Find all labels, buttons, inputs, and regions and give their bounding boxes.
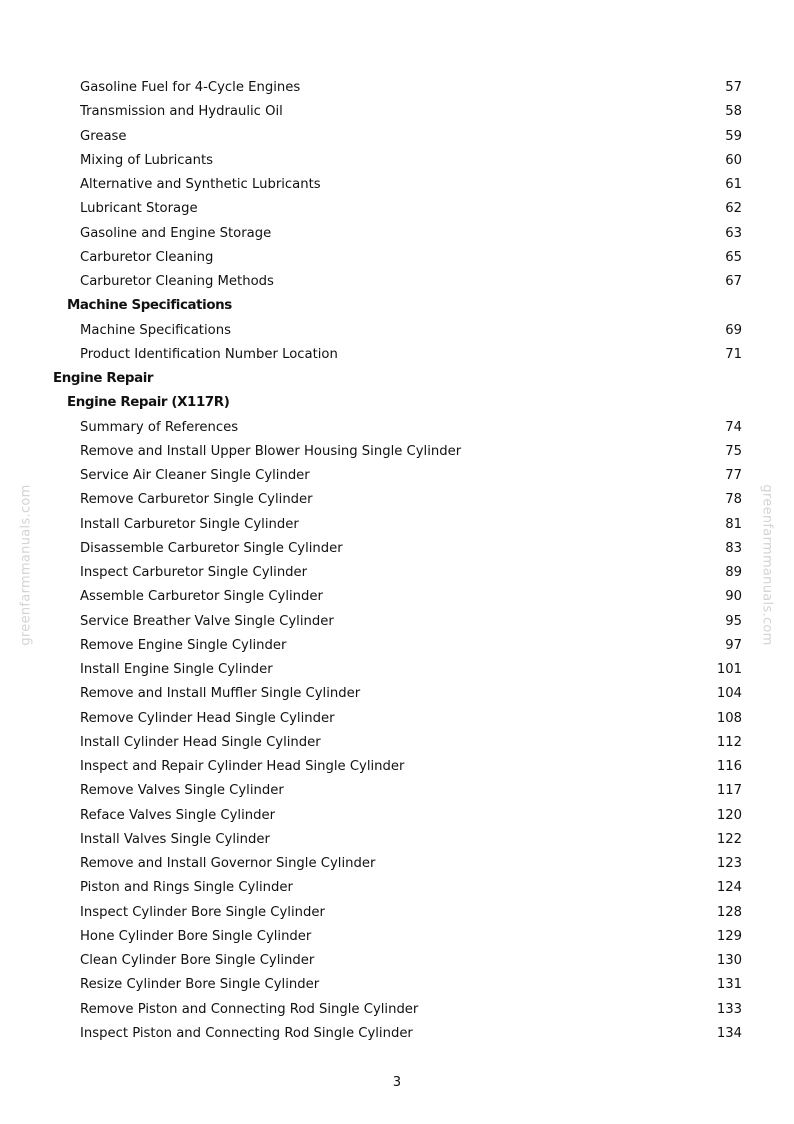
toc-page-number: 124 [716,880,742,896]
toc-page-number: 78 [725,492,742,508]
toc-entry [0,464,794,488]
toc-title: Install Carburetor Single Cylinder [80,516,299,532]
toc-title: Carburetor Cleaning [80,249,214,265]
toc-title: Remove and Install Muffler Single Cylinder [80,686,361,702]
toc-title: Disassemble Carburetor Single Cylinder [80,540,343,556]
toc-page-number: 116 [716,759,742,774]
toc-title: Install Cylinder Head Single Cylinder [80,734,321,750]
toc-chapter-heading [0,367,794,391]
toc-page-number: 63 [725,225,742,241]
toc-entry [0,561,794,585]
toc-page-number: 123 [716,856,742,871]
toc-section-heading [0,391,794,415]
toc-entry [0,828,794,852]
toc-page-number: 89 [725,565,742,580]
toc-title: Install Valves Single Cylinder [80,831,270,847]
toc-entry [0,755,794,779]
toc-section-heading [0,294,794,318]
toc-title: Remove and Install Governor Single Cylinder [80,856,376,871]
toc-page-number: 133 [716,1001,742,1017]
toc-title: Mixing of Lubricants [80,152,213,168]
toc-entry [0,634,794,658]
toc-title: Alternative and Synthetic Lubricants [80,177,321,192]
toc-title: Summary of References [80,419,239,435]
toc-title: Machine Specifications [80,322,231,338]
toc-entry [0,416,794,440]
toc-title: Piston and Rings Single Cylinder [80,880,293,896]
toc-page-number: 134 [716,1025,742,1041]
toc-entry [0,270,794,294]
toc-title: Install Engine Single Cylinder [80,662,273,677]
toc-entry [0,658,794,682]
toc-entry [0,246,794,270]
toc-page-number: 60 [725,152,742,168]
toc-page-number: 57 [725,80,742,95]
toc-title: Gasoline and Engine Storage [80,225,272,241]
toc-title: Carburetor Cleaning Methods [80,274,274,289]
toc-title: Engine Repair [53,371,154,386]
toc-entry [0,682,794,706]
toc-entry [0,998,794,1022]
toc-entry [0,222,794,246]
toc-entry [0,76,794,100]
toc-title: Lubricant Storage [80,201,198,217]
toc-entry [0,343,794,367]
toc-page-number: 90 [725,589,742,605]
toc-entry [0,197,794,221]
toc-entry [0,513,794,537]
toc-page-number: 117 [716,783,742,799]
toc-title: Assemble Carburetor Single Cylinder [80,589,323,605]
toc-title: Service Breather Valve Single Cylinder [80,613,334,629]
toc-page-number: 75 [725,443,742,459]
toc-page-number: 71 [725,346,742,362]
page-number: 3 [392,1075,402,1090]
toc-title: Machine Specifications [67,298,232,314]
toc-page-number: 65 [725,249,742,265]
watermark-left: greenfarmmanuals.com [18,484,34,646]
toc-entry [0,100,794,124]
toc-page-number: 83 [725,540,742,556]
toc-entry [0,440,794,464]
toc-entry [0,731,794,755]
toc-page-number: 129 [716,928,742,944]
toc-page-number: 95 [725,613,742,629]
toc-page-number: 112 [716,734,742,750]
toc-entry [0,1022,794,1046]
toc-title: Inspect and Repair Cylinder Head Single Cylinder [80,759,405,774]
toc-title: Grease [80,128,127,144]
toc-title: Remove Engine Single Cylinder [80,637,287,653]
toc-title: Inspect Carburetor Single Cylinder [80,565,308,580]
toc-entry [0,585,794,609]
toc-page-number: 69 [725,322,742,338]
toc-page-number: 131 [716,977,742,993]
watermark-right: greenfarmmanuals.com [759,484,775,646]
toc-entry [0,779,794,803]
toc-title: Remove Carburetor Single Cylinder [80,492,313,508]
toc-title: Product Identification Number Location [80,346,338,362]
toc-page-number: 61 [725,177,742,192]
toc-page-number: 108 [716,710,742,726]
toc-entry [0,488,794,512]
toc-page-number: 122 [716,831,742,847]
toc-page-number: 67 [725,274,742,289]
toc-page-number: 58 [725,104,742,120]
toc-title: Inspect Cylinder Bore Single Cylinder [80,904,325,920]
toc-entry [0,949,794,973]
toc-title: Remove Piston and Connecting Rod Single Cylinder [80,1001,419,1017]
toc-title: Engine Repair (X117R) [67,395,230,411]
toc-page-number: 120 [716,807,742,823]
toc-title: Remove Valves Single Cylinder [80,783,284,799]
toc-entry [0,973,794,997]
toc-entry [0,804,794,828]
toc-title: Service Air Cleaner Single Cylinder [80,468,310,483]
toc-title: Transmission and Hydraulic Oil [80,104,283,120]
toc-page-number: 62 [725,201,742,217]
toc-entry [0,125,794,149]
toc-entry [0,319,794,343]
toc-page-number: 74 [725,419,742,435]
toc-entry [0,610,794,634]
toc-title: Clean Cylinder Bore Single Cylinder [80,953,315,968]
toc-entry [0,537,794,561]
toc-title: Hone Cylinder Bore Single Cylinder [80,928,312,944]
toc-title: Remove and Install Upper Blower Housing Single Cylinder [80,443,462,459]
toc-entry [0,901,794,925]
toc-page-number: 81 [725,516,742,532]
toc-entry [0,925,794,949]
toc-title: Inspect Piston and Connecting Rod Single Cylinder [80,1025,413,1041]
toc-page-number: 77 [725,468,742,483]
toc-page-number: 97 [725,637,742,653]
toc-page-number: 59 [725,128,742,144]
toc-entry [0,852,794,876]
toc-title: Remove Cylinder Head Single Cylinder [80,710,335,726]
toc-page-number: 128 [716,904,742,920]
toc-entry [0,173,794,197]
toc-entry [0,149,794,173]
toc-title: Gasoline Fuel for 4-Cycle Engines [80,80,301,95]
toc-title: Resize Cylinder Bore Single Cylinder [80,977,320,993]
toc-page-number: 101 [716,662,742,677]
toc-title: Reface Valves Single Cylinder [80,807,276,823]
toc-entry [0,876,794,900]
toc-page-number: 104 [716,686,742,702]
toc-entry [0,707,794,731]
toc-page-number: 130 [716,953,742,968]
